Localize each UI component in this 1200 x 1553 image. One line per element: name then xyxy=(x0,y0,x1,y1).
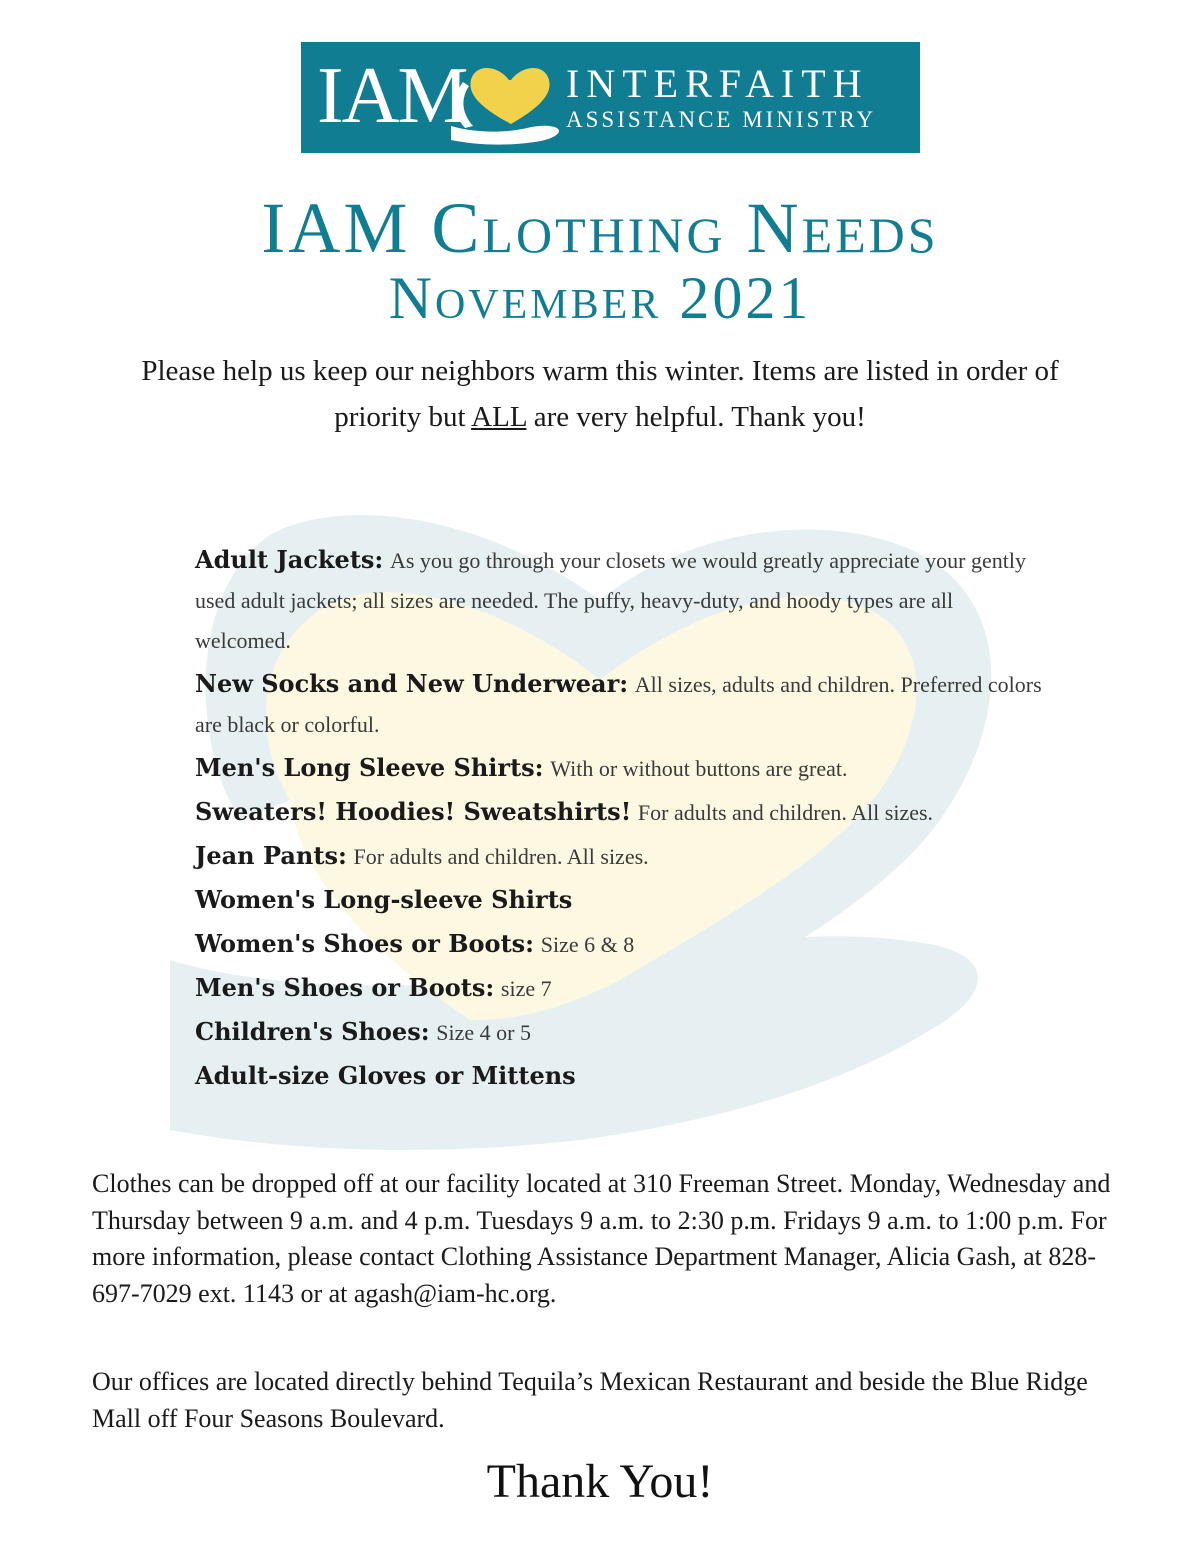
need-item-adult-jackets xyxy=(195,540,1045,661)
needs-list xyxy=(195,540,1045,1100)
need-item-mens-long-sleeve-shirts xyxy=(195,748,1045,789)
need-item-desc: All sizes, adults and children. Preferred colors are black or colorful. xyxy=(195,672,1042,737)
need-item-desc: size 7 xyxy=(500,976,552,1001)
need-item-name: Men's Long Sleeve Shirts: xyxy=(195,753,544,782)
need-item-name: Children's Shoes: xyxy=(195,1017,430,1046)
logo-line-2: ASSISTANCE MINISTRY xyxy=(566,107,877,132)
need-item-name: Men's Shoes or Boots: xyxy=(195,973,495,1002)
need-item-name: New Socks and New Underwear: xyxy=(195,669,629,698)
need-item-name: Adult-size Gloves or Mittens xyxy=(195,1061,576,1090)
intro-paragraph xyxy=(120,348,1080,440)
need-item-childrens-shoes xyxy=(195,1012,1045,1053)
intro-text-after: are very helpful. Thank you! xyxy=(526,401,866,433)
need-item-name: Women's Shoes or Boots: xyxy=(195,929,535,958)
logo-line-1: INTERFAITH xyxy=(566,61,869,106)
intro-text-before: Please help us keep our neighbors warm this winter. Items are listed in order of priority but xyxy=(141,355,1059,433)
need-item-socks-underwear xyxy=(195,664,1045,745)
need-item-desc: As you go through your closets we would greatly appreciate your gently used adult jackets; all sizes are needed. The puffy, heavy-duty, and hoody types are all welcomed. xyxy=(195,548,1026,653)
dropoff-info-paragraph: Clothes can be dropped off at our facility located at 310 Freeman Street. Monday, Wednesday and Thursday between 9 a.m. and 4 p.m. Tuesdays 9 a.m. to 2:30 p.m. Fridays 9 a.m. to 1:00 p.m. For more information, please contact Clothing Assistance Department Manager, Alicia Gash, at 828-697-7029 ext. 1143 or at agash@iam-hc.org. xyxy=(92,1169,1111,1308)
closing-thank-you: Thank You! xyxy=(486,1455,714,1508)
page-title: IAM Clothing Needs xyxy=(261,188,939,268)
need-item-mens-shoes xyxy=(195,968,1045,1009)
need-item-name: Adult Jackets: xyxy=(195,545,384,574)
location-info-paragraph: Our offices are located directly behind Tequila’s Mexican Restaurant and beside the Blue Ridge Mall off Four Seasons Boulevard. xyxy=(92,1367,1088,1433)
need-item-desc: Size 4 or 5 xyxy=(436,1020,531,1045)
need-item-womens-shoes xyxy=(195,924,1045,965)
need-item-sweaters xyxy=(195,792,1045,833)
need-item-name: Women's Long-sleeve Shirts xyxy=(195,885,573,914)
iam-logo xyxy=(301,42,920,153)
need-item-desc: For adults and children. All sizes. xyxy=(637,800,934,825)
need-item-jean-pants xyxy=(195,836,1045,877)
intro-emphasis: ALL xyxy=(471,401,527,433)
need-item-desc: With or without buttons are great. xyxy=(550,756,848,781)
page-subtitle-date: November 2021 xyxy=(388,265,812,331)
need-item-name: Sweaters! Hoodies! Sweatshirts! xyxy=(195,797,632,826)
logo-acronym: IAM xyxy=(317,52,467,140)
need-item-desc: Size 6 & 8 xyxy=(540,932,635,957)
need-item-gloves xyxy=(195,1056,1045,1097)
need-item-name: Jean Pants: xyxy=(195,841,347,870)
need-item-womens-shirts xyxy=(195,880,1045,921)
need-item-desc: For adults and children. All sizes. xyxy=(353,844,649,869)
